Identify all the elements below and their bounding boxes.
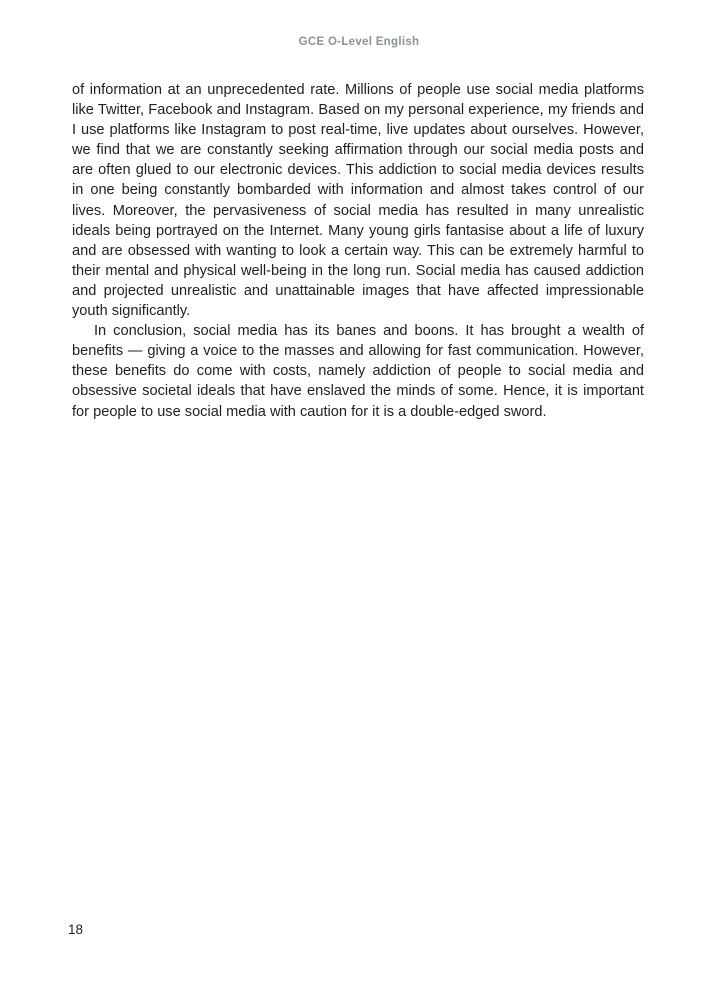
running-header-title: GCE O-Level English xyxy=(298,36,420,48)
body-text-block xyxy=(72,80,644,422)
page-number: 18 xyxy=(68,922,84,937)
conclusion-paragraph: In conclusion, social media has its banes and boons. It has brought a wealth of benefits — giving a voice to the masses and allowing for fast communication. However, these benefits do come with costs, namely addiction of people to social media and obsessive societal ideals that have enslaved the minds of some. Hence, it is important for people to use social media with caution for it is a double-edged sword. xyxy=(72,323,644,420)
body-paragraph: of information at an unprecedented rate. Millions of people use social media platforms like Twitter, Facebook and Instagram. Based on my personal experience, my friends and I use platforms like Instagram to post real-time, live updates about ourselves. However, we find that we are constantly seeking affirmation through our social media posts and are often glued to our electronic devices. This addiction to social media devices results in one being constantly bombarded with information and almost takes control of our lives. Moreover, the pervasiveness of social media has resulted in many unrealistic ideals being portrayed on the Internet. Many young girls fantasise about a life of luxury and are obsessed with wanting to look a certain way. This can be extremely harmful to their mental and physical well-being in the long run. Social media has caused addiction and projected unrealistic and unattainable images that have affected impressionable youth significantly. xyxy=(72,82,644,320)
